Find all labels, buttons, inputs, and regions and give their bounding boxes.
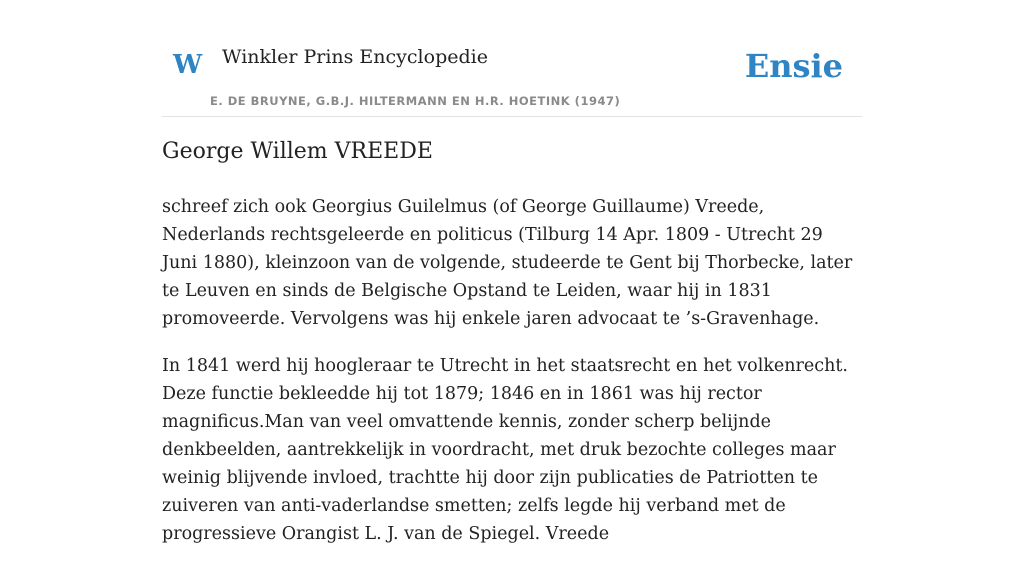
entry-content xyxy=(162,138,862,567)
entry-paragraph: schreef zich ook Georgius Guilelmus (of George Guillaume) Vreede, Nederlands rechtsgeleerde en politicus (Tilburg 14 Apr. 1809 - Utrecht 29 Juni 1880), kleinzoon van de volgende, studeerde te Gent bij Thorbecke, later te Leuven en sinds de Belgische Opstand te Leiden, waar hij in 1831 promoveerde. Vervolgens was hij enkele jaren advocaat te ’s-Gravenhage. xyxy=(162,196,853,329)
brand-logo-link[interactable]: Ensie xyxy=(744,47,843,85)
source-authors: E. DE BRUYNE, G.B.J. HILTERMANN EN H.R. HOETINK (1947) xyxy=(210,94,621,108)
source-header xyxy=(162,0,862,117)
source-title[interactable]: Winkler Prins Encyclopedie xyxy=(222,46,488,68)
entry-title: George Willem VREEDE xyxy=(162,139,433,164)
source-logo-icon: W xyxy=(173,50,203,80)
entry-paragraph: In 1841 werd hij hoogleraar te Utrecht in het staatsrecht en het volkenrecht. Deze functie bekleedde hij tot 1879; 1846 en in 1861 was hij rector magnificus.Man van veel omvattende kennis, zonder scherp belijnde denkbeelden, aantrekkelijk in voordracht, met druk bezochte colleges maar weinig blijvende invloed, trachtte hij door zijn publicaties de Patriotten te zuiveren van anti-vaderlandse smetten; zelfs legde hij verband met de progressieve Orangist L. J. van de Spiegel. Vreede xyxy=(162,355,848,544)
